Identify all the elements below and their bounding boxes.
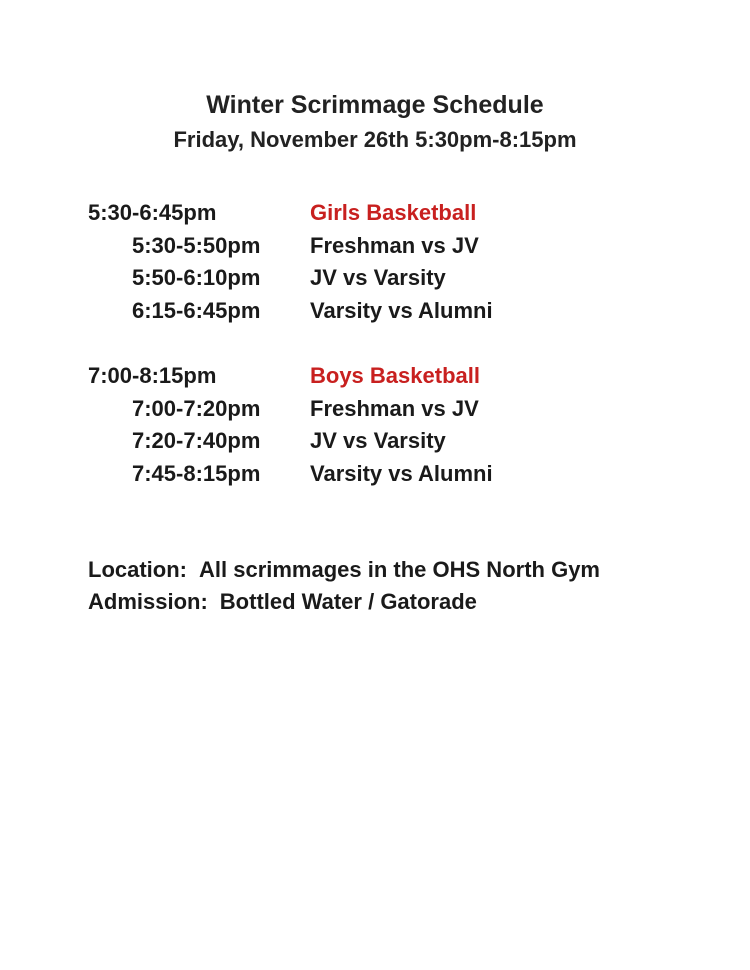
boys-basketball-section: [88, 360, 688, 490]
section-header-row: [88, 197, 688, 230]
game-time: 7:00-7:20pm: [132, 395, 261, 421]
location-value: All scrimmages in the OHS North Gym: [199, 557, 600, 582]
game-row: [88, 393, 688, 426]
game-matchup: JV vs Varsity: [310, 265, 446, 290]
location-label: Location:: [88, 557, 187, 582]
game-row: [88, 458, 688, 491]
girls-basketball-section: [88, 197, 688, 327]
game-row: [88, 295, 688, 328]
game-row: [88, 262, 688, 295]
game-time: 5:50-6:10pm: [132, 265, 261, 290]
section-header-row: [88, 360, 688, 393]
admission-label: Admission:: [88, 589, 208, 614]
game-matchup: Freshman vs JV: [310, 232, 479, 258]
section-event-title: Girls Basketball: [310, 200, 477, 225]
admission-line: [88, 586, 477, 618]
page-subtitle: Friday, November 26th 5:30pm-8:15pm: [173, 127, 577, 152]
admission-value: Bottled Water / Gatorade: [219, 589, 477, 614]
section-event-title: Boys Basketball: [310, 363, 480, 388]
game-time: 7:20-7:40pm: [132, 428, 261, 453]
game-row: [88, 425, 688, 458]
section-time: 5:30-6:45pm: [88, 200, 217, 225]
game-matchup: Varsity vs Alumni: [310, 460, 493, 486]
game-matchup: Freshman vs JV: [310, 395, 479, 421]
game-time: 5:30-5:50pm: [132, 232, 261, 258]
location-line: [88, 554, 600, 586]
game-matchup: JV vs Varsity: [310, 428, 446, 453]
game-time: 7:45-8:15pm: [132, 460, 261, 486]
game-row: [88, 230, 688, 263]
page-title: Winter Scrimmage Schedule: [206, 91, 544, 119]
section-time: 7:00-8:15pm: [88, 363, 217, 388]
game-time: 6:15-6:45pm: [132, 297, 261, 323]
game-matchup: Varsity vs Alumni: [310, 297, 493, 323]
